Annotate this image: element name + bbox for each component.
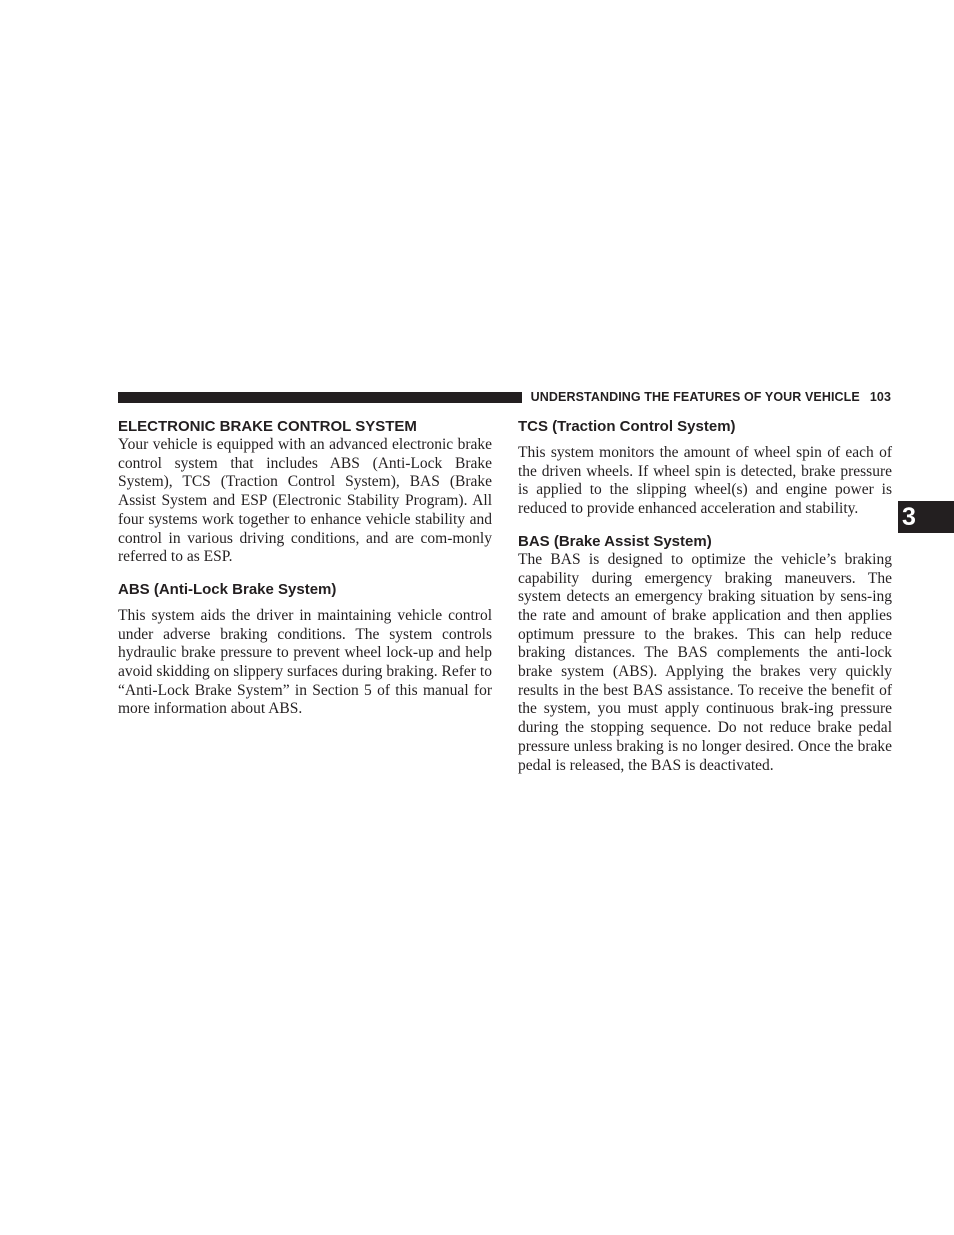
section-body-electronic-brake-control: Your vehicle is equipped with an advanced electronic brake control system that includes ABS (Anti-Lock Brake System), TCS (Traction Control System), BAS (Brake Assist System and ESP (Electronic Stability Program). All four systems work together to enhance vehicle stability and control in various driving conditions, and are com-monly referred to as ESP. (118, 436, 492, 566)
running-header-title: UNDERSTANDING THE FEATURES OF YOUR VEHICLE (530, 390, 860, 404)
section-body-abs: This system aids the driver in maintaining vehicle control under adverse braking conditions. The system controls hydraulic brake pressure to prevent wheel lock-up and help avoid skidding on slippery surfaces during braking. Refer to “Anti-Lock Brake System” in Section 5 of this manual for more information about ABS. (118, 606, 492, 718)
right-column (518, 417, 892, 775)
section-heading-bas: BAS (Brake Assist System) (518, 532, 712, 550)
section-heading-tcs: TCS (Traction Control System) (518, 418, 736, 435)
section-heading-abs: ABS (Anti-Lock Brake System) (118, 580, 337, 598)
header-rule-bar (118, 392, 522, 403)
page-number: 103 (869, 390, 891, 404)
section-body-bas: The BAS is designed to optimize the vehicle’s braking capability during emergency braking maneuvers. The system detects an emergency braking situation by sens-ing the rate and amount of brake application and then applies optimum pressure to the brakes. This can help reduce braking distances. The BAS complements the anti-lock brake system (ABS). Applying the brakes very quickly results in the best BAS assistance. To receive the benefit of the system, you must apply continuous brak-ing pressure during the stopping sequence. Do not reduce brake pedal pressure unless braking is no longer desired. Once the brake pedal is released, the BAS is deactivated. (518, 550, 892, 774)
left-column (118, 417, 492, 719)
chapter-tab: 3 (898, 501, 954, 533)
section-heading-electronic-brake-control: ELECTRONIC BRAKE CONTROL SYSTEM (118, 418, 417, 435)
running-header (530, 390, 891, 404)
section-body-tcs: This system monitors the amount of wheel spin of each of the driven wheels. If wheel spin is detected, brake pressure is applied to the slipping wheel(s) and engine power is reduced to provide enhanced acceleration and stability. (518, 444, 892, 518)
